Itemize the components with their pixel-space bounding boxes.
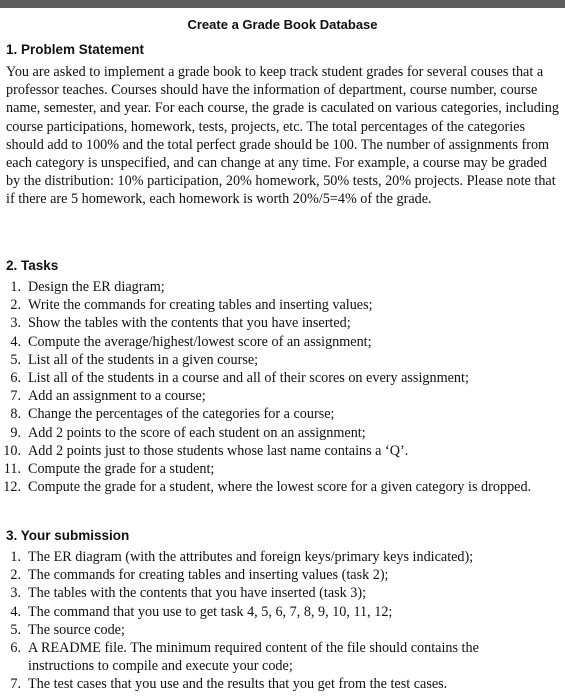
submission-text: The commands for creating tables and inserting values (task 2); [28,567,389,584]
submission-number: 2. [10,567,21,584]
top-bar [0,0,565,8]
submission-item [0,675,565,693]
task-number: 4. [10,333,21,350]
task-number: 10. [3,442,21,459]
task-item [0,296,565,314]
submission-number: 3. [10,585,21,602]
task-item [0,333,565,351]
task-number: 9. [10,424,21,441]
problem-statement-text: You are asked to implement a grade book to keep track student grades for several couses that a professor teaches. Courses should have the information of department, course number, course name, semester, and year. For each course, the grade is caculated on various categories, including course participations, homework, tests, projects, etc. The total percentages of the categories should add to 100% and the total perfect grade should be 100. The number of assignments from each category is unspecified, and can change at any time. For example, a course may be graded by the distribution: 10% participation, 20% homework, 50% tests, 20% projects. Please note that if there are 5 homework, each homework is worth 20%/5=4% of the grade. [6,64,559,208]
submission-text: The tables with the contents that you have inserted (task 3); [28,585,367,602]
task-text: Add 2 points to the score of each student on an assignment; [28,424,366,441]
task-text: Compute the grade for a student; [28,461,215,478]
task-item [0,314,565,332]
task-number: 6. [10,370,21,387]
task-text: Compute the average/highest/lowest score of an assignment; [28,333,372,350]
task-item [0,478,565,496]
submission-list [0,548,565,694]
submission-number: 6. [10,640,21,657]
task-item [0,405,565,423]
submission-text: The source code; [28,621,125,638]
task-item [0,369,565,387]
tasks-heading: 2. Tasks [6,258,59,273]
task-number: 11. [3,461,21,478]
task-number: 2. [10,297,21,314]
task-item [0,387,565,405]
submission-item [0,621,565,639]
task-text: Write the commands for creating tables and inserting values; [28,297,373,314]
task-number: 12. [3,479,21,496]
task-number: 3. [10,315,21,332]
submission-text: A README file. The minimum required content of the file should contains the instructions to compile and execute your code; [28,640,479,675]
task-number: 5. [10,351,21,368]
task-item [0,278,565,296]
submission-item [0,548,565,566]
submission-text: The test cases that you use and the results that you get from the test cases. [28,676,448,693]
submission-item [0,603,565,621]
document-title: Create a Grade Book Database [187,17,378,32]
task-text: Change the percentages of the categories for a course; [28,406,335,423]
submission-number: 4. [10,603,21,620]
task-text: Add 2 points just to those students whose last name contains a ‘Q’. [28,442,409,459]
task-number: 8. [10,406,21,423]
task-text: Design the ER diagram; [28,279,165,295]
task-item [0,351,565,369]
submission-item [0,639,528,675]
task-item [0,460,565,478]
task-text: List all of the students in a given course; [28,351,259,368]
submission-item [0,566,565,584]
task-number: 7. [10,388,21,405]
task-text: List all of the students in a course and all of their scores on every assignment; [28,370,469,387]
task-item [0,424,565,442]
task-number: 1. [10,279,21,295]
submission-number: 7. [10,676,21,693]
tasks-list [0,278,565,496]
submission-heading: 3. Your submission [6,528,130,543]
task-text: Compute the grade for a student, where the lowest score for a given category is dropped. [28,479,532,496]
submission-number: 5. [10,621,21,638]
submission-item [0,584,565,602]
task-text: Add an assignment to a course; [28,388,206,405]
submission-text: The command that you use to get task 4, 5, 6, 7, 8, 9, 10, 11, 12; [28,603,393,620]
task-text: Show the tables with the contents that you have inserted; [28,315,351,332]
task-item [0,442,565,460]
submission-number: 1. [10,549,21,565]
problem-statement-heading: 1. Problem Statement [6,42,145,57]
submission-text: The ER diagram (with the attributes and foreign keys/primary keys indicated); [28,549,474,565]
